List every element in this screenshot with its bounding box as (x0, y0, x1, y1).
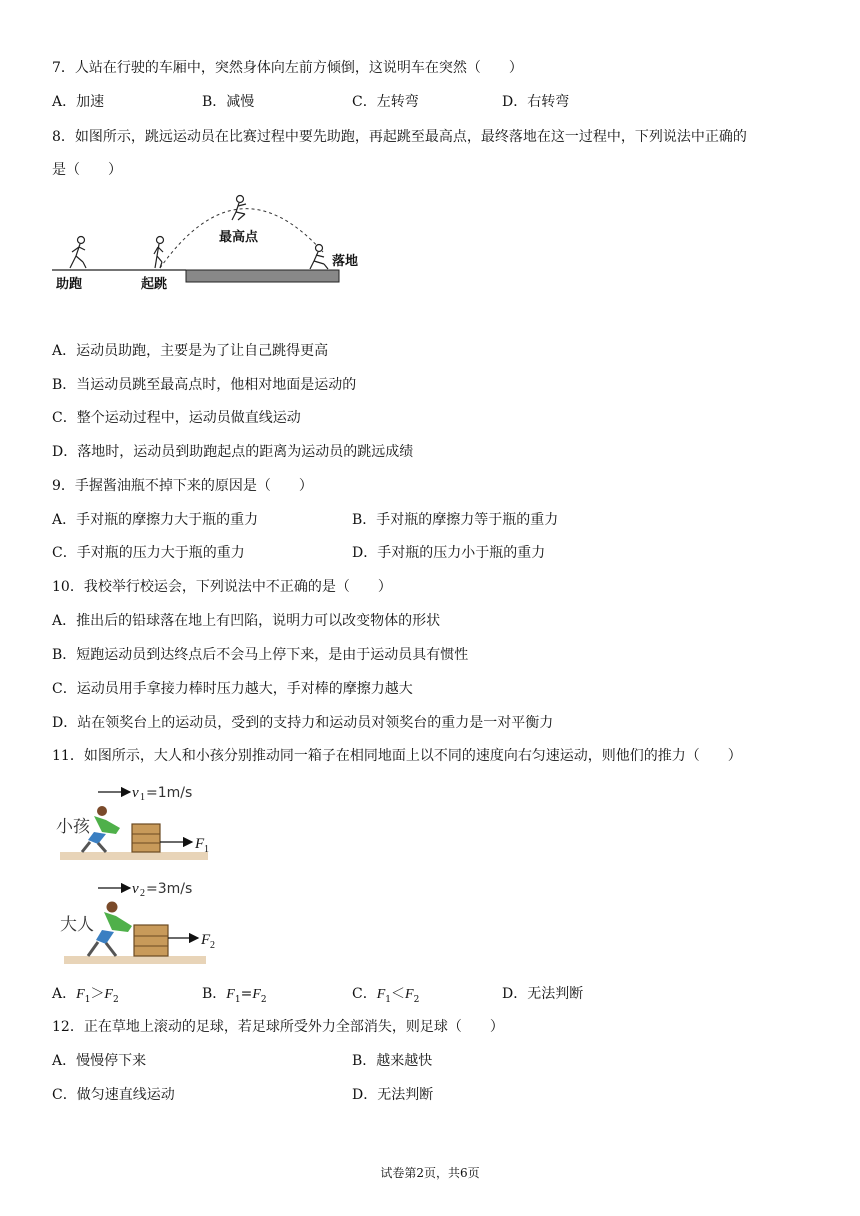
q8-stem-line1: 8．如图所示，跳远运动员在比赛过程中要先助跑，再起跳至最高点，最终落地在这一过程中，下列说法中正确的 (52, 129, 747, 145)
q8-option-c: C．整个运动过程中，运动员做直线运动 (52, 410, 301, 426)
q11-option-c: C．$F_1<F_2$ (352, 986, 420, 1005)
q7-stem: 7．人站在行驶的车厢中，突然身体向左前方倾倒，这说明车在突然（ ） (52, 60, 523, 76)
q9-option-d: D．手对瓶的压力小于瓶的重力 (352, 545, 546, 561)
q11-stem: 11．如图所示，大人和小孩分别推动同一箱子在相同地面上以不同的速度向右匀速运动，则他们的推力（ ） (52, 748, 742, 764)
q12-option-c: C．做匀速直线运动 (52, 1087, 175, 1103)
q12-option-a: A．慢慢停下来 (52, 1053, 147, 1069)
q7-option-c: C．左转弯 (352, 94, 419, 110)
v2-subscript: 2 (140, 888, 145, 899)
v1-subscript: 1 (140, 792, 145, 803)
f2-symbol: F (201, 932, 211, 948)
q9-stem: 9．手握酱油瓶不掉下来的原因是（ ） (52, 478, 313, 494)
q11-option-d: D．无法判断 (502, 986, 584, 1002)
q8-option-a: A．运动员助跑，主要是为了让自己跳得更高 (52, 343, 329, 359)
label-run: 助跑 (56, 277, 83, 292)
page-footer: 试卷第2页，共6页 (380, 1166, 480, 1180)
q10-option-c: C．运动员用手拿接力棒时压力越大，手对棒的摩擦力越大 (52, 681, 413, 697)
q9-option-c: C．手对瓶的压力大于瓶的重力 (52, 545, 245, 561)
q12-option-d: D．无法判断 (352, 1087, 434, 1103)
q11-option-a: A．$F_1>F_2$ (52, 986, 119, 1005)
q10-option-a: A．推出后的铅球落在地上有凹陷，说明力可以改变物体的形状 (52, 613, 441, 629)
label-land: 落地 (332, 254, 359, 269)
q9-option-b: B．手对瓶的摩擦力等于瓶的重力 (352, 512, 559, 528)
f1-symbol: F (195, 836, 205, 852)
q9-option-a: A．手对瓶的摩擦力大于瓶的重力 (52, 512, 259, 528)
v1-symbol: v (132, 785, 139, 801)
label-top: 最高点 (219, 230, 259, 245)
label-takeoff: 起跳 (141, 277, 168, 292)
push-box-figure (54, 780, 224, 970)
q10-stem: 10．我校举行校运会，下列说法中不正确的是（ ） (52, 579, 392, 595)
takeoff-figure (154, 237, 164, 269)
landing-figure (310, 245, 328, 270)
q10-option-d: D．站在领奖台上的运动员，受到的支持力和运动员对领奖台的重力是一对平衡力 (52, 715, 554, 731)
q11-option-b: B．$F_1=F_2$ (202, 986, 267, 1005)
f2-subscript: 2 (210, 940, 215, 951)
q10-option-b: B．短跑运动员到达终点后不会马上停下来，是由于运动员具有惯性 (52, 647, 469, 663)
runner-figure (70, 237, 86, 269)
v2-symbol: v (132, 881, 139, 897)
v2-value: =3m/s (146, 881, 193, 897)
label-child: 小孩 (56, 817, 90, 837)
top-jumper-figure (232, 196, 246, 221)
q7-option-d: D．右转弯 (502, 94, 570, 110)
label-adult: 大人 (60, 915, 94, 935)
q8-stem-line2: 是（ ） (52, 162, 122, 178)
q8-option-b: B．当运动员跳至最高点时，他相对地面是运动的 (52, 377, 357, 393)
v1-value: =1m/s (146, 785, 193, 801)
long-jump-figure (48, 190, 368, 295)
f1-subscript: 1 (204, 844, 209, 855)
q7-option-a: A．加速 (52, 94, 105, 110)
q12-option-b: B．越来越快 (352, 1053, 433, 1069)
q8-option-d: D．落地时，运动员到助跑起点的距离为运动员的跳远成绩 (52, 444, 414, 460)
q7-option-b: B．减慢 (202, 94, 255, 110)
q12-stem: 12．正在草地上滚动的足球，若足球所受外力全部消失，则足球（ ） (52, 1019, 504, 1035)
